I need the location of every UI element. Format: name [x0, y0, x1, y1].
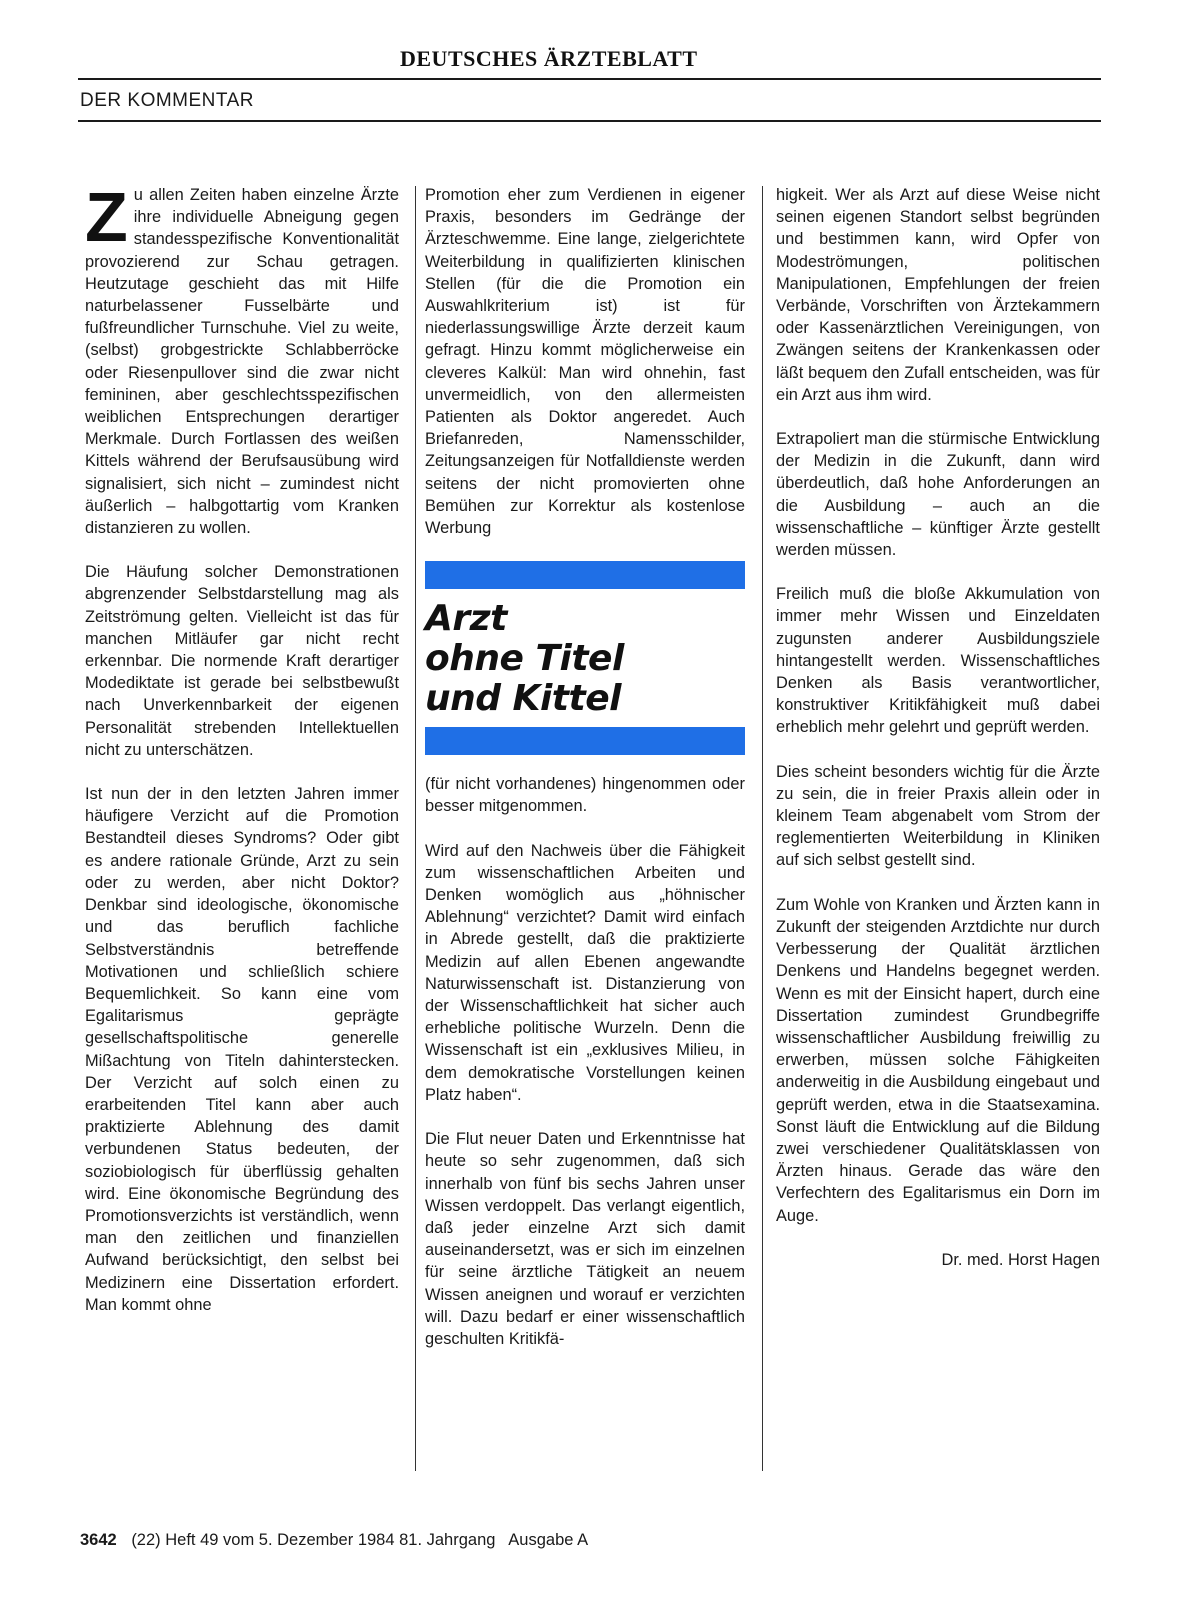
headline-line: Arzt — [425, 598, 507, 640]
paragraph: Ist nun der in den letzten Jahren immer häufigere Verzicht auf die Promotion Bestandteil dieses Syndroms? Oder gibt es andere rationale Gründe, Arzt zu sein oder zu werden, aber nicht Doktor? Denkbar sind ideologische, ökonomische und das beruflich fachliche Selbstverständnis betreffende Motivationen und schließlich schiere Bequemlichkeit. So kann eine vom Egalitarismus geprägte gesellschaftspolitische generelle Mißachtung von Titeln dahinterstecken. Der Verzicht auf solch einen zu erarbeitenden Titel kann aber auch praktizierte Ablehnung des damit verbundenen Status bedeuten, der soziobiologisch für überflüssig gehalten wird. Eine ökonomische Begründung des Promotionsverzichts ist verständlich, wenn man den zeitlichen und finanziellen Aufwand berücksichtigt, den selbst bei Medizinern eine Dissertation erfordert. Man kommt ohne — [85, 785, 399, 1314]
paragraph: Freilich muß die bloße Akkumulation von immer mehr Wissen und Einzeldaten zugunsten anderer Ausbildungsziele hintangestellt werden. Wissenschaftliches Denken als Basis verantwortlicher, konstruktiver Kritikfähigkeit muß dabei erheblich mehr gelehrt und geprüft werden. — [776, 585, 1100, 737]
headline-line: und Kittel — [425, 678, 621, 720]
column-divider — [415, 186, 416, 1471]
paragraph: (für nicht vorhandenes) hingenommen oder besser mitgenommen. — [425, 775, 745, 816]
headline-bar-top — [425, 561, 745, 589]
author-byline: Dr. med. Horst Hagen — [941, 1250, 1100, 1269]
paragraph-text: u allen Zeiten haben einzelne Ärzte ihre individuelle Abneigung gegen standesspezifische Konventionalität provozierend zur Schau getragen. Heutzutage geschieht das mit Hilfe naturbelassener Fusselbärte und fußfreundlicher Turnschuhe. Viel zu weite, (selbst) grobgestrickte Schlabberröcke oder Riesenpullover sind die zwar nicht femininen, aber geschlechtsspezifischen weiblichen Entsprechungen derartiger Merkmale. Durch Fortlassen des weißen Kittels während der Berufsausübung wird signalisiert, sich nicht – zumindest nicht äußerlich – halbgottartig vom Kranken distanzieren zu wollen. — [85, 186, 399, 538]
paragraph: Wird auf den Nachweis über die Fähigkeit zum wissenschaftlichen Arbeiten und Denken womöglich aus „höhnischer Ablehnung“ verzichtet? Damit wird einfach in Abrede gestellt, daß die praktizierte Medizin auf allen Ebenen angewandte Naturwissenschaft ist. Distanzierung von der Wissenschaftlichkeit hat sicher auch erhebliche politische Wurzeln. Denn die Wissenschaft ist ein „exklusives Milieu, in dem demokratische Vorstellungen keinen Platz haben“. — [425, 841, 745, 1104]
paragraph: Extrapoliert man die stürmische Entwicklung der Medizin in die Zukunft, dann wird überdeutlich, daß hohe Anforderungen an die Ausbildung – auch an die wissenschaftliche – künftiger Ärzte gestellt werden müssen. — [776, 430, 1100, 560]
headline-line: ohne Titel — [425, 638, 624, 680]
masthead-title: DEUTSCHES ÄRZTEBLATT — [400, 46, 698, 71]
headline-bar-bottom — [425, 727, 745, 755]
headline-box — [425, 561, 745, 755]
header-rule — [78, 78, 1101, 80]
paragraph: Zum Wohle von Kranken und Ärzten kann in Zukunft der steigenden Arztdichte nur durch Verbesserung der Qualität ärztlichen Denkens und Handelns begegnet werden. Wenn es mit der Einsicht hapert, durch eine Dissertation zumindest Grundbegriffe wissenschaftlicher Ausbildung freiwillig zu erwerben, müssen solche Fähigkeiten anderweitig in die Ausbildung eingebaut und geprüft werden, etwa in die Staatsexamina. Sonst läuft die Entwicklung auf die Bildung zwei verschiedener Qualitätsklassen von Ärzten hinaus. Gerade das wäre den Verfechtern des Egalitarismus ein Dorn im Auge. — [776, 895, 1100, 1225]
paragraph: Die Häufung solcher Demonstrationen abgrenzender Selbstdarstellung mag als Zeitströmung gelten. Vielleicht ist das für manchen Mitläufer gar nicht recht erkennbar. Die normende Kraft derartiger Modediktate ist gerade bei selbstbewußt nach Unverkennbarkeit der eigenen Personalität strebenden Intellektuellen nicht zu unterschätzen. — [85, 563, 399, 759]
column-divider — [762, 186, 763, 1471]
section-label: DER KOMMENTAR — [80, 90, 254, 111]
paragraph: Promotion eher zum Verdienen in eigener Praxis, besonders im Gedränge der Ärzteschwemme. Eine lange, zielgerichtete Weiterbildung in qualifizierten klinischen Stellen (für die die Promotion ein Auswahlkriterium ist) ist für niederlassungswillige Ärzte derzeit kaum gefragt. Hinzu kommt möglicherweise ein cleveres Kalkül: Man wird ohnehin, fast unvermeidlich, von den allermeisten Patienten als Doktor angeredet. Auch Briefanreden, Namensschilder, Zeitungsanzeigen für Notfalldienste werden seitens der nicht promovierten ohne Bemühen zur Korrektur als kostenlose Werbung — [425, 186, 745, 538]
section-rule — [78, 120, 1101, 122]
paragraph: higkeit. Wer als Arzt auf diese Weise nicht seinen eigenen Standort selbst begründen und bestimmen kann, wird Opfer von Modeströmungen, politischen Manipulationen, Empfehlungen der freien Verbände, Vorschriften von Ärztekammern oder Kassenärztlichen Vereinigungen, von Zwängen seitens der Krankenkassen oder läßt bequem den Zufall entscheiden, was für ein Arzt aus ihm wird. — [776, 186, 1100, 404]
paragraph: Die Flut neuer Daten und Erkenntnisse hat heute so sehr zugenommen, daß sich innerhalb von fünf bis sechs Jahren unser Wissen verdoppelt. Das verlangt eigentlich, daß jeder einzelne Arzt sich damit auseinandersetzt, was er sich im einzelnen für seine ärztliche Tätigkeit an neuem Wissen aneignen und worauf er verzichten will. Dazu bedarf er einer wissenschaftlich geschulten Kritikfä- — [425, 1130, 745, 1348]
article-column-1 — [85, 178, 399, 1338]
edition-info: Ausgabe A — [508, 1531, 589, 1549]
article-column-3 — [776, 184, 1100, 1293]
article-headline — [425, 589, 745, 727]
paragraph — [85, 178, 399, 539]
page-number: 3642 — [80, 1531, 117, 1549]
paragraph: Dies scheint besonders wichtig für die Ärzte zu sein, die in freier Praxis allein oder in kleinem Team abgenabelt vom Strom der reglementierten Weiterbildung in Kliniken auf sich selbst gestellt sind. — [776, 762, 1100, 870]
drop-cap: Z — [85, 178, 128, 256]
page-footer — [80, 1531, 588, 1550]
issue-info: (22) Heft 49 vom 5. Dezember 1984 81. Jahrgang — [131, 1531, 496, 1549]
article-column-2 — [425, 184, 745, 1372]
